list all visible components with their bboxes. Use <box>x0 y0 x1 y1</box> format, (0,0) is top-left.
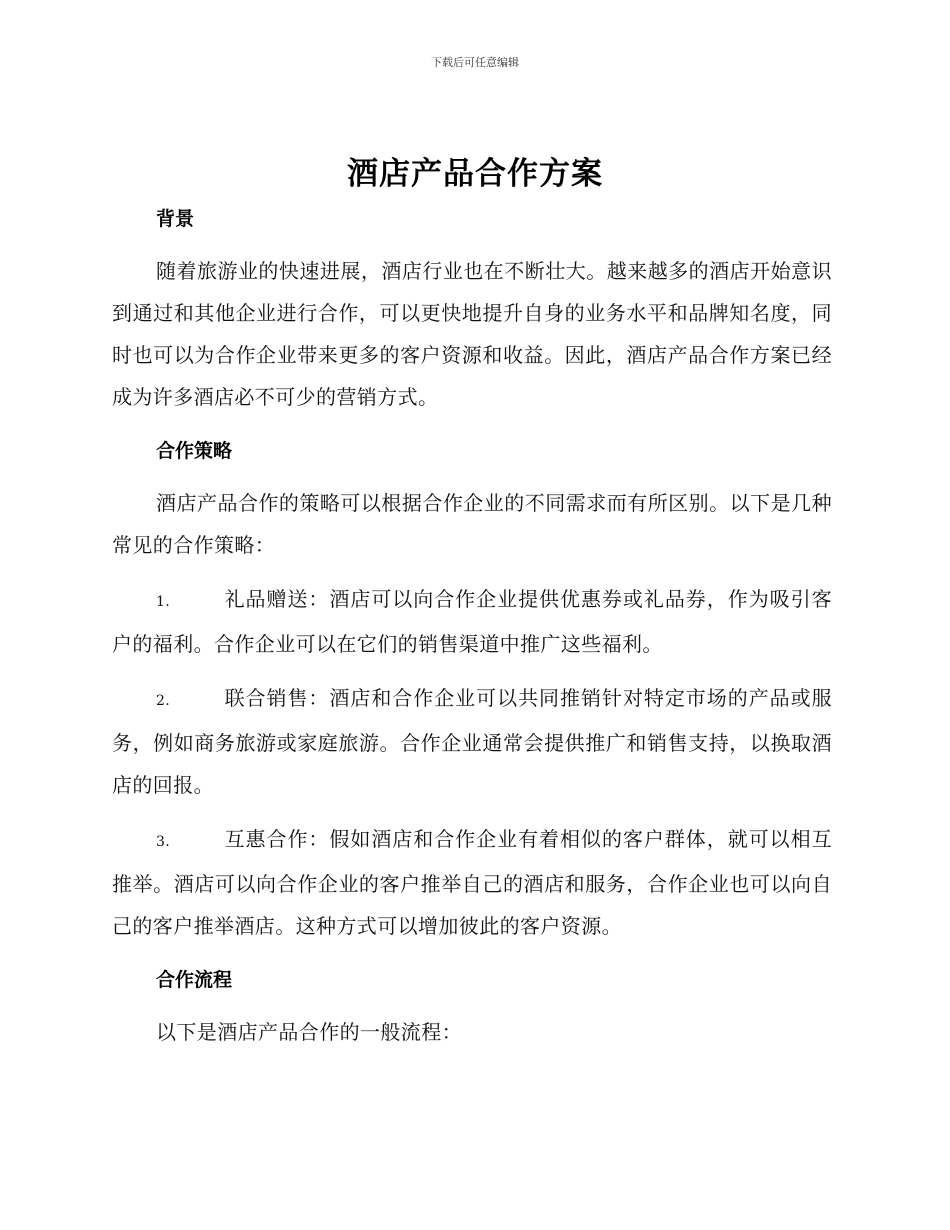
strategy-list-item <box>112 578 832 665</box>
section-heading-strategy: 合作策略 <box>156 440 233 462</box>
section-heading-background: 背景 <box>156 208 195 230</box>
list-item-number: 1. <box>156 594 171 610</box>
background-paragraph: 随着旅游业的快速进展，酒店行业也在不断壮大。越来越多的酒店开始意识到通过和其他企业进行合作，可以更快地提升自身的业务水平和品牌知名度，同时也可以为合作企业带来更多的客户资源和收益。因此，酒店产品合作方案已经成为许多酒店必不可少的营销方式。 <box>112 259 832 409</box>
strategy-intro-paragraph: 酒店产品合作的策略可以根据合作企业的不同需求而有所区别。以下是几种常见的合作策略： <box>112 491 832 557</box>
section-heading-process: 合作流程 <box>156 969 233 991</box>
list-item-number: 3. <box>156 834 171 850</box>
process-intro-paragraph: 以下是酒店产品合作的一般流程： <box>156 1020 462 1044</box>
strategy-list-item <box>112 677 832 806</box>
page-header-note: 下载后可任意编辑 <box>431 56 519 69</box>
list-item-text: 礼品赠送：酒店可以向合作企业提供优惠券或礼品券，作为吸引客户的福利。合作企业可以在它们的销售渠道中推广这些福利。 <box>112 587 832 656</box>
document-body <box>112 198 832 1053</box>
strategy-list-item <box>112 818 832 947</box>
list-item-text: 互惠合作：假如酒店和合作企业有着相似的客户群体，就可以相互推举。酒店可以向合作企业的客户推举自己的酒店和服务，合作企业也可以向自己的客户推举酒店。这种方式可以增加彼此的客户资源。 <box>112 827 832 938</box>
document-title: 酒店产品合作方案 <box>347 156 603 192</box>
list-item-number: 2. <box>156 693 171 709</box>
list-item-text: 联合销售：酒店和合作企业可以共同推销针对特定市场的产品或服务，例如商务旅游或家庭旅游。合作企业通常会提供推广和销售支持，以换取酒店的回报。 <box>112 686 832 797</box>
